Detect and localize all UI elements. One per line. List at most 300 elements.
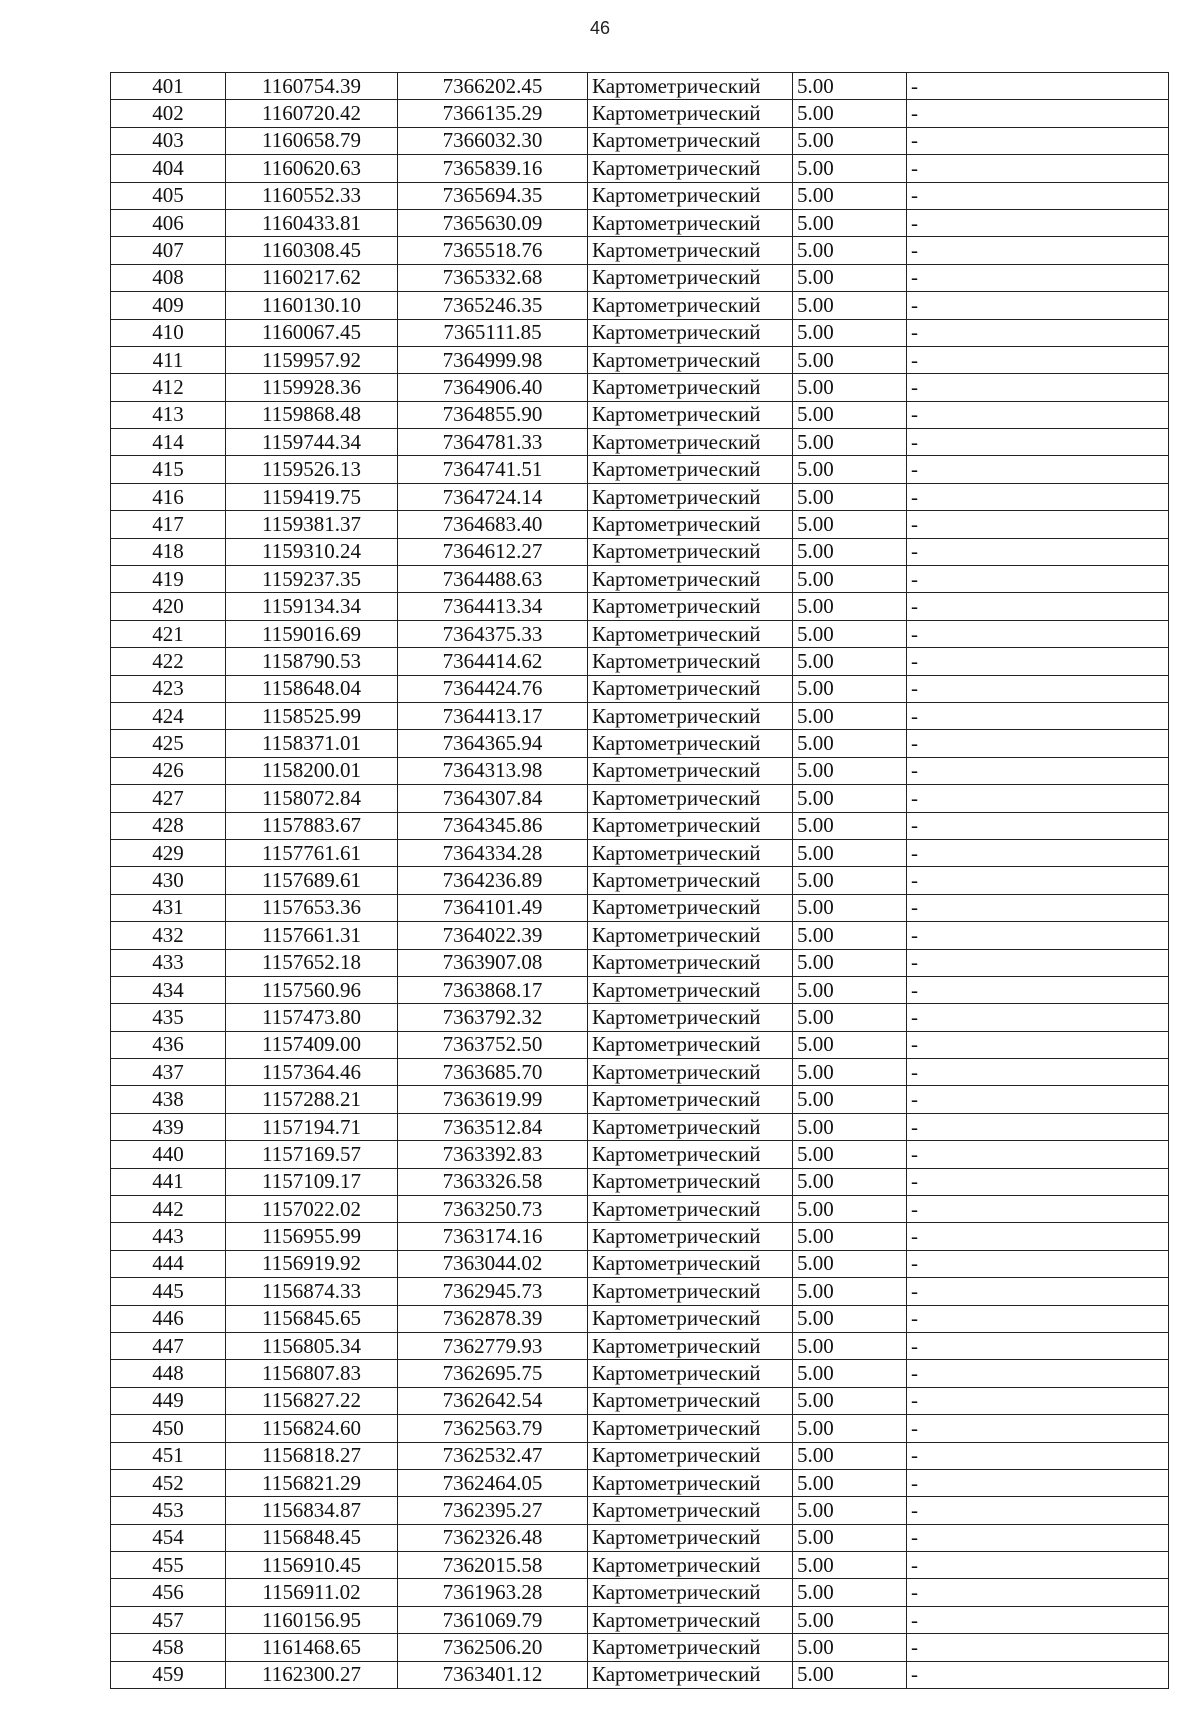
method-cell: Картометрический bbox=[588, 346, 793, 373]
point-number-cell: 415 bbox=[111, 456, 226, 483]
x-coordinate-cell: 1159016.69 bbox=[226, 620, 398, 647]
method-cell: Картометрический bbox=[588, 483, 793, 510]
method-cell: Картометрический bbox=[588, 867, 793, 894]
table-row bbox=[111, 319, 1169, 346]
accuracy-cell: 5.00 bbox=[793, 1360, 907, 1387]
table-row bbox=[111, 1332, 1169, 1359]
table-row bbox=[111, 620, 1169, 647]
y-coordinate-cell: 7362015.58 bbox=[398, 1552, 588, 1579]
point-number-cell: 406 bbox=[111, 209, 226, 236]
note-cell: - bbox=[907, 730, 1169, 757]
accuracy-cell: 5.00 bbox=[793, 757, 907, 784]
accuracy-cell: 5.00 bbox=[793, 566, 907, 593]
y-coordinate-cell: 7364334.28 bbox=[398, 839, 588, 866]
table-row bbox=[111, 1196, 1169, 1223]
x-coordinate-cell: 1157194.71 bbox=[226, 1113, 398, 1140]
method-cell: Картометрический bbox=[588, 1059, 793, 1086]
x-coordinate-cell: 1157689.61 bbox=[226, 867, 398, 894]
y-coordinate-cell: 7364741.51 bbox=[398, 456, 588, 483]
y-coordinate-cell: 7362642.54 bbox=[398, 1387, 588, 1414]
table-row bbox=[111, 1141, 1169, 1168]
y-coordinate-cell: 7364488.63 bbox=[398, 566, 588, 593]
note-cell: - bbox=[907, 1113, 1169, 1140]
method-cell: Картометрический bbox=[588, 73, 793, 100]
table-row bbox=[111, 730, 1169, 757]
table-row bbox=[111, 1552, 1169, 1579]
x-coordinate-cell: 1160720.42 bbox=[226, 100, 398, 127]
note-cell: - bbox=[907, 374, 1169, 401]
y-coordinate-cell: 7362945.73 bbox=[398, 1278, 588, 1305]
x-coordinate-cell: 1160754.39 bbox=[226, 73, 398, 100]
accuracy-cell: 5.00 bbox=[793, 1059, 907, 1086]
table-row bbox=[111, 976, 1169, 1003]
point-number-cell: 449 bbox=[111, 1387, 226, 1414]
table-row bbox=[111, 511, 1169, 538]
coordinates-table bbox=[110, 72, 1169, 1689]
table-row bbox=[111, 100, 1169, 127]
method-cell: Картометрический bbox=[588, 730, 793, 757]
y-coordinate-cell: 7364313.98 bbox=[398, 757, 588, 784]
y-coordinate-cell: 7363174.16 bbox=[398, 1223, 588, 1250]
x-coordinate-cell: 1159868.48 bbox=[226, 401, 398, 428]
accuracy-cell: 5.00 bbox=[793, 894, 907, 921]
method-cell: Картометрический bbox=[588, 922, 793, 949]
x-coordinate-cell: 1160433.81 bbox=[226, 209, 398, 236]
accuracy-cell: 5.00 bbox=[793, 319, 907, 346]
y-coordinate-cell: 7365630.09 bbox=[398, 209, 588, 236]
accuracy-cell: 5.00 bbox=[793, 1086, 907, 1113]
method-cell: Картометрический bbox=[588, 1004, 793, 1031]
method-cell: Картометрический bbox=[588, 839, 793, 866]
method-cell: Картометрический bbox=[588, 1497, 793, 1524]
note-cell: - bbox=[907, 1579, 1169, 1606]
accuracy-cell: 5.00 bbox=[793, 511, 907, 538]
y-coordinate-cell: 7361069.79 bbox=[398, 1606, 588, 1633]
table-row bbox=[111, 292, 1169, 319]
x-coordinate-cell: 1159526.13 bbox=[226, 456, 398, 483]
y-coordinate-cell: 7365332.68 bbox=[398, 264, 588, 291]
x-coordinate-cell: 1156955.99 bbox=[226, 1223, 398, 1250]
table-row bbox=[111, 1004, 1169, 1031]
point-number-cell: 442 bbox=[111, 1196, 226, 1223]
x-coordinate-cell: 1157109.17 bbox=[226, 1168, 398, 1195]
y-coordinate-cell: 7366202.45 bbox=[398, 73, 588, 100]
table-row bbox=[111, 374, 1169, 401]
point-number-cell: 407 bbox=[111, 237, 226, 264]
method-cell: Картометрический bbox=[588, 1168, 793, 1195]
x-coordinate-cell: 1160620.63 bbox=[226, 155, 398, 182]
point-number-cell: 437 bbox=[111, 1059, 226, 1086]
x-coordinate-cell: 1157288.21 bbox=[226, 1086, 398, 1113]
table-row bbox=[111, 1661, 1169, 1688]
note-cell: - bbox=[907, 1168, 1169, 1195]
y-coordinate-cell: 7363326.58 bbox=[398, 1168, 588, 1195]
method-cell: Картометрический bbox=[588, 1552, 793, 1579]
accuracy-cell: 5.00 bbox=[793, 1004, 907, 1031]
table-row bbox=[111, 1031, 1169, 1058]
accuracy-cell: 5.00 bbox=[793, 401, 907, 428]
x-coordinate-cell: 1157364.46 bbox=[226, 1059, 398, 1086]
method-cell: Картометрический bbox=[588, 1524, 793, 1551]
point-number-cell: 452 bbox=[111, 1469, 226, 1496]
point-number-cell: 422 bbox=[111, 648, 226, 675]
point-number-cell: 424 bbox=[111, 702, 226, 729]
accuracy-cell: 5.00 bbox=[793, 209, 907, 236]
x-coordinate-cell: 1158072.84 bbox=[226, 785, 398, 812]
accuracy-cell: 5.00 bbox=[793, 839, 907, 866]
point-number-cell: 443 bbox=[111, 1223, 226, 1250]
accuracy-cell: 5.00 bbox=[793, 1552, 907, 1579]
note-cell: - bbox=[907, 483, 1169, 510]
x-coordinate-cell: 1158790.53 bbox=[226, 648, 398, 675]
x-coordinate-cell: 1158200.01 bbox=[226, 757, 398, 784]
note-cell: - bbox=[907, 1141, 1169, 1168]
y-coordinate-cell: 7362695.75 bbox=[398, 1360, 588, 1387]
method-cell: Картометрический bbox=[588, 456, 793, 483]
accuracy-cell: 5.00 bbox=[793, 1497, 907, 1524]
point-number-cell: 432 bbox=[111, 922, 226, 949]
y-coordinate-cell: 7362326.48 bbox=[398, 1524, 588, 1551]
x-coordinate-cell: 1157652.18 bbox=[226, 949, 398, 976]
point-number-cell: 440 bbox=[111, 1141, 226, 1168]
point-number-cell: 421 bbox=[111, 620, 226, 647]
table-row bbox=[111, 812, 1169, 839]
point-number-cell: 410 bbox=[111, 319, 226, 346]
note-cell: - bbox=[907, 73, 1169, 100]
x-coordinate-cell: 1156874.33 bbox=[226, 1278, 398, 1305]
y-coordinate-cell: 7364413.34 bbox=[398, 593, 588, 620]
method-cell: Картометрический bbox=[588, 1196, 793, 1223]
accuracy-cell: 5.00 bbox=[793, 182, 907, 209]
note-cell: - bbox=[907, 566, 1169, 593]
note-cell: - bbox=[907, 593, 1169, 620]
note-cell: - bbox=[907, 1278, 1169, 1305]
note-cell: - bbox=[907, 1387, 1169, 1414]
y-coordinate-cell: 7363907.08 bbox=[398, 949, 588, 976]
point-number-cell: 431 bbox=[111, 894, 226, 921]
table-row bbox=[111, 894, 1169, 921]
x-coordinate-cell: 1159134.34 bbox=[226, 593, 398, 620]
accuracy-cell: 5.00 bbox=[793, 1634, 907, 1661]
note-cell: - bbox=[907, 1469, 1169, 1496]
x-coordinate-cell: 1156910.45 bbox=[226, 1552, 398, 1579]
y-coordinate-cell: 7364236.89 bbox=[398, 867, 588, 894]
y-coordinate-cell: 7363401.12 bbox=[398, 1661, 588, 1688]
x-coordinate-cell: 1158371.01 bbox=[226, 730, 398, 757]
y-coordinate-cell: 7363792.32 bbox=[398, 1004, 588, 1031]
method-cell: Картометрический bbox=[588, 1086, 793, 1113]
x-coordinate-cell: 1157560.96 bbox=[226, 976, 398, 1003]
x-coordinate-cell: 1159381.37 bbox=[226, 511, 398, 538]
table-row bbox=[111, 538, 1169, 565]
x-coordinate-cell: 1156919.92 bbox=[226, 1250, 398, 1277]
y-coordinate-cell: 7362506.20 bbox=[398, 1634, 588, 1661]
accuracy-cell: 5.00 bbox=[793, 1415, 907, 1442]
x-coordinate-cell: 1160658.79 bbox=[226, 127, 398, 154]
method-cell: Картометрический bbox=[588, 429, 793, 456]
y-coordinate-cell: 7365694.35 bbox=[398, 182, 588, 209]
method-cell: Картометрический bbox=[588, 100, 793, 127]
point-number-cell: 436 bbox=[111, 1031, 226, 1058]
y-coordinate-cell: 7365518.76 bbox=[398, 237, 588, 264]
y-coordinate-cell: 7363250.73 bbox=[398, 1196, 588, 1223]
note-cell: - bbox=[907, 785, 1169, 812]
x-coordinate-cell: 1157661.31 bbox=[226, 922, 398, 949]
accuracy-cell: 5.00 bbox=[793, 1223, 907, 1250]
method-cell: Картометрический bbox=[588, 1634, 793, 1661]
note-cell: - bbox=[907, 1442, 1169, 1469]
x-coordinate-cell: 1162300.27 bbox=[226, 1661, 398, 1688]
accuracy-cell: 5.00 bbox=[793, 127, 907, 154]
x-coordinate-cell: 1156834.87 bbox=[226, 1497, 398, 1524]
table-row bbox=[111, 648, 1169, 675]
point-number-cell: 428 bbox=[111, 812, 226, 839]
note-cell: - bbox=[907, 812, 1169, 839]
note-cell: - bbox=[907, 1661, 1169, 1688]
note-cell: - bbox=[907, 1360, 1169, 1387]
note-cell: - bbox=[907, 1031, 1169, 1058]
y-coordinate-cell: 7366135.29 bbox=[398, 100, 588, 127]
point-number-cell: 425 bbox=[111, 730, 226, 757]
table-row bbox=[111, 264, 1169, 291]
note-cell: - bbox=[907, 456, 1169, 483]
note-cell: - bbox=[907, 976, 1169, 1003]
y-coordinate-cell: 7364375.33 bbox=[398, 620, 588, 647]
accuracy-cell: 5.00 bbox=[793, 292, 907, 319]
y-coordinate-cell: 7362464.05 bbox=[398, 1469, 588, 1496]
note-cell: - bbox=[907, 1415, 1169, 1442]
point-number-cell: 441 bbox=[111, 1168, 226, 1195]
method-cell: Картометрический bbox=[588, 949, 793, 976]
point-number-cell: 412 bbox=[111, 374, 226, 401]
accuracy-cell: 5.00 bbox=[793, 264, 907, 291]
note-cell: - bbox=[907, 1305, 1169, 1332]
y-coordinate-cell: 7363868.17 bbox=[398, 976, 588, 1003]
x-coordinate-cell: 1160552.33 bbox=[226, 182, 398, 209]
accuracy-cell: 5.00 bbox=[793, 675, 907, 702]
table-row bbox=[111, 429, 1169, 456]
note-cell: - bbox=[907, 1606, 1169, 1633]
x-coordinate-cell: 1157409.00 bbox=[226, 1031, 398, 1058]
method-cell: Картометрический bbox=[588, 1415, 793, 1442]
accuracy-cell: 5.00 bbox=[793, 346, 907, 373]
point-number-cell: 427 bbox=[111, 785, 226, 812]
accuracy-cell: 5.00 bbox=[793, 976, 907, 1003]
table-row bbox=[111, 401, 1169, 428]
method-cell: Картометрический bbox=[588, 648, 793, 675]
x-coordinate-cell: 1159957.92 bbox=[226, 346, 398, 373]
point-number-cell: 420 bbox=[111, 593, 226, 620]
accuracy-cell: 5.00 bbox=[793, 648, 907, 675]
method-cell: Картометрический bbox=[588, 757, 793, 784]
table-row bbox=[111, 1086, 1169, 1113]
table-row bbox=[111, 757, 1169, 784]
point-number-cell: 414 bbox=[111, 429, 226, 456]
accuracy-cell: 5.00 bbox=[793, 1469, 907, 1496]
method-cell: Картометрический bbox=[588, 1661, 793, 1688]
y-coordinate-cell: 7362779.93 bbox=[398, 1332, 588, 1359]
note-cell: - bbox=[907, 949, 1169, 976]
x-coordinate-cell: 1159744.34 bbox=[226, 429, 398, 456]
accuracy-cell: 5.00 bbox=[793, 620, 907, 647]
accuracy-cell: 5.00 bbox=[793, 1387, 907, 1414]
point-number-cell: 454 bbox=[111, 1524, 226, 1551]
y-coordinate-cell: 7362563.79 bbox=[398, 1415, 588, 1442]
table-row bbox=[111, 1442, 1169, 1469]
y-coordinate-cell: 7365111.85 bbox=[398, 319, 588, 346]
note-cell: - bbox=[907, 319, 1169, 346]
accuracy-cell: 5.00 bbox=[793, 1196, 907, 1223]
table-row bbox=[111, 1305, 1169, 1332]
accuracy-cell: 5.00 bbox=[793, 1661, 907, 1688]
y-coordinate-cell: 7364906.40 bbox=[398, 374, 588, 401]
accuracy-cell: 5.00 bbox=[793, 593, 907, 620]
note-cell: - bbox=[907, 675, 1169, 702]
point-number-cell: 403 bbox=[111, 127, 226, 154]
accuracy-cell: 5.00 bbox=[793, 429, 907, 456]
method-cell: Картометрический bbox=[588, 1360, 793, 1387]
table-row bbox=[111, 182, 1169, 209]
note-cell: - bbox=[907, 1059, 1169, 1086]
accuracy-cell: 5.00 bbox=[793, 1278, 907, 1305]
y-coordinate-cell: 7364612.27 bbox=[398, 538, 588, 565]
method-cell: Картометрический bbox=[588, 566, 793, 593]
method-cell: Картометрический bbox=[588, 675, 793, 702]
note-cell: - bbox=[907, 1497, 1169, 1524]
method-cell: Картометрический bbox=[588, 182, 793, 209]
method-cell: Картометрический bbox=[588, 1332, 793, 1359]
x-coordinate-cell: 1160308.45 bbox=[226, 237, 398, 264]
x-coordinate-cell: 1156827.22 bbox=[226, 1387, 398, 1414]
note-cell: - bbox=[907, 155, 1169, 182]
table-row bbox=[111, 456, 1169, 483]
point-number-cell: 423 bbox=[111, 675, 226, 702]
note-cell: - bbox=[907, 1086, 1169, 1113]
table-row bbox=[111, 73, 1169, 100]
accuracy-cell: 5.00 bbox=[793, 1250, 907, 1277]
y-coordinate-cell: 7364307.84 bbox=[398, 785, 588, 812]
note-cell: - bbox=[907, 839, 1169, 866]
accuracy-cell: 5.00 bbox=[793, 100, 907, 127]
y-coordinate-cell: 7364101.49 bbox=[398, 894, 588, 921]
note-cell: - bbox=[907, 182, 1169, 209]
method-cell: Картометрический bbox=[588, 1250, 793, 1277]
note-cell: - bbox=[907, 922, 1169, 949]
point-number-cell: 401 bbox=[111, 73, 226, 100]
table-row bbox=[111, 785, 1169, 812]
point-number-cell: 448 bbox=[111, 1360, 226, 1387]
y-coordinate-cell: 7363512.84 bbox=[398, 1113, 588, 1140]
accuracy-cell: 5.00 bbox=[793, 1141, 907, 1168]
x-coordinate-cell: 1160156.95 bbox=[226, 1606, 398, 1633]
x-coordinate-cell: 1157169.57 bbox=[226, 1141, 398, 1168]
point-number-cell: 419 bbox=[111, 566, 226, 593]
accuracy-cell: 5.00 bbox=[793, 237, 907, 264]
method-cell: Картометрический bbox=[588, 1469, 793, 1496]
x-coordinate-cell: 1160067.45 bbox=[226, 319, 398, 346]
table-row bbox=[111, 1415, 1169, 1442]
y-coordinate-cell: 7364413.17 bbox=[398, 702, 588, 729]
point-number-cell: 413 bbox=[111, 401, 226, 428]
x-coordinate-cell: 1156911.02 bbox=[226, 1579, 398, 1606]
method-cell: Картометрический bbox=[588, 511, 793, 538]
point-number-cell: 408 bbox=[111, 264, 226, 291]
x-coordinate-cell: 1157761.61 bbox=[226, 839, 398, 866]
point-number-cell: 445 bbox=[111, 1278, 226, 1305]
note-cell: - bbox=[907, 1004, 1169, 1031]
table-row bbox=[111, 593, 1169, 620]
table-row bbox=[111, 922, 1169, 949]
y-coordinate-cell: 7362532.47 bbox=[398, 1442, 588, 1469]
point-number-cell: 416 bbox=[111, 483, 226, 510]
accuracy-cell: 5.00 bbox=[793, 1442, 907, 1469]
method-cell: Картометрический bbox=[588, 593, 793, 620]
table-row bbox=[111, 1387, 1169, 1414]
table-row bbox=[111, 1250, 1169, 1277]
note-cell: - bbox=[907, 292, 1169, 319]
table-row bbox=[111, 155, 1169, 182]
x-coordinate-cell: 1156848.45 bbox=[226, 1524, 398, 1551]
method-cell: Картометрический bbox=[588, 264, 793, 291]
accuracy-cell: 5.00 bbox=[793, 1168, 907, 1195]
method-cell: Картометрический bbox=[588, 319, 793, 346]
accuracy-cell: 5.00 bbox=[793, 949, 907, 976]
accuracy-cell: 5.00 bbox=[793, 867, 907, 894]
table-row bbox=[111, 1059, 1169, 1086]
y-coordinate-cell: 7365246.35 bbox=[398, 292, 588, 319]
method-cell: Картометрический bbox=[588, 976, 793, 1003]
method-cell: Картометрический bbox=[588, 702, 793, 729]
method-cell: Картометрический bbox=[588, 155, 793, 182]
note-cell: - bbox=[907, 511, 1169, 538]
x-coordinate-cell: 1160130.10 bbox=[226, 292, 398, 319]
point-number-cell: 447 bbox=[111, 1332, 226, 1359]
method-cell: Картометрический bbox=[588, 1031, 793, 1058]
coordinates-table-body bbox=[111, 73, 1169, 1689]
x-coordinate-cell: 1156818.27 bbox=[226, 1442, 398, 1469]
table-row bbox=[111, 1524, 1169, 1551]
accuracy-cell: 5.00 bbox=[793, 483, 907, 510]
y-coordinate-cell: 7363392.83 bbox=[398, 1141, 588, 1168]
table-row bbox=[111, 702, 1169, 729]
accuracy-cell: 5.00 bbox=[793, 73, 907, 100]
method-cell: Картометрический bbox=[588, 1278, 793, 1305]
x-coordinate-cell: 1161468.65 bbox=[226, 1634, 398, 1661]
note-cell: - bbox=[907, 757, 1169, 784]
point-number-cell: 446 bbox=[111, 1305, 226, 1332]
y-coordinate-cell: 7364855.90 bbox=[398, 401, 588, 428]
point-number-cell: 435 bbox=[111, 1004, 226, 1031]
method-cell: Картометрический bbox=[588, 620, 793, 647]
point-number-cell: 404 bbox=[111, 155, 226, 182]
point-number-cell: 451 bbox=[111, 1442, 226, 1469]
method-cell: Картометрический bbox=[588, 127, 793, 154]
note-cell: - bbox=[907, 1223, 1169, 1250]
accuracy-cell: 5.00 bbox=[793, 812, 907, 839]
accuracy-cell: 5.00 bbox=[793, 1332, 907, 1359]
note-cell: - bbox=[907, 1634, 1169, 1661]
table-row bbox=[111, 949, 1169, 976]
y-coordinate-cell: 7366032.30 bbox=[398, 127, 588, 154]
note-cell: - bbox=[907, 429, 1169, 456]
y-coordinate-cell: 7364724.14 bbox=[398, 483, 588, 510]
accuracy-cell: 5.00 bbox=[793, 374, 907, 401]
method-cell: Картометрический bbox=[588, 209, 793, 236]
point-number-cell: 417 bbox=[111, 511, 226, 538]
point-number-cell: 444 bbox=[111, 1250, 226, 1277]
x-coordinate-cell: 1158648.04 bbox=[226, 675, 398, 702]
x-coordinate-cell: 1156807.83 bbox=[226, 1360, 398, 1387]
